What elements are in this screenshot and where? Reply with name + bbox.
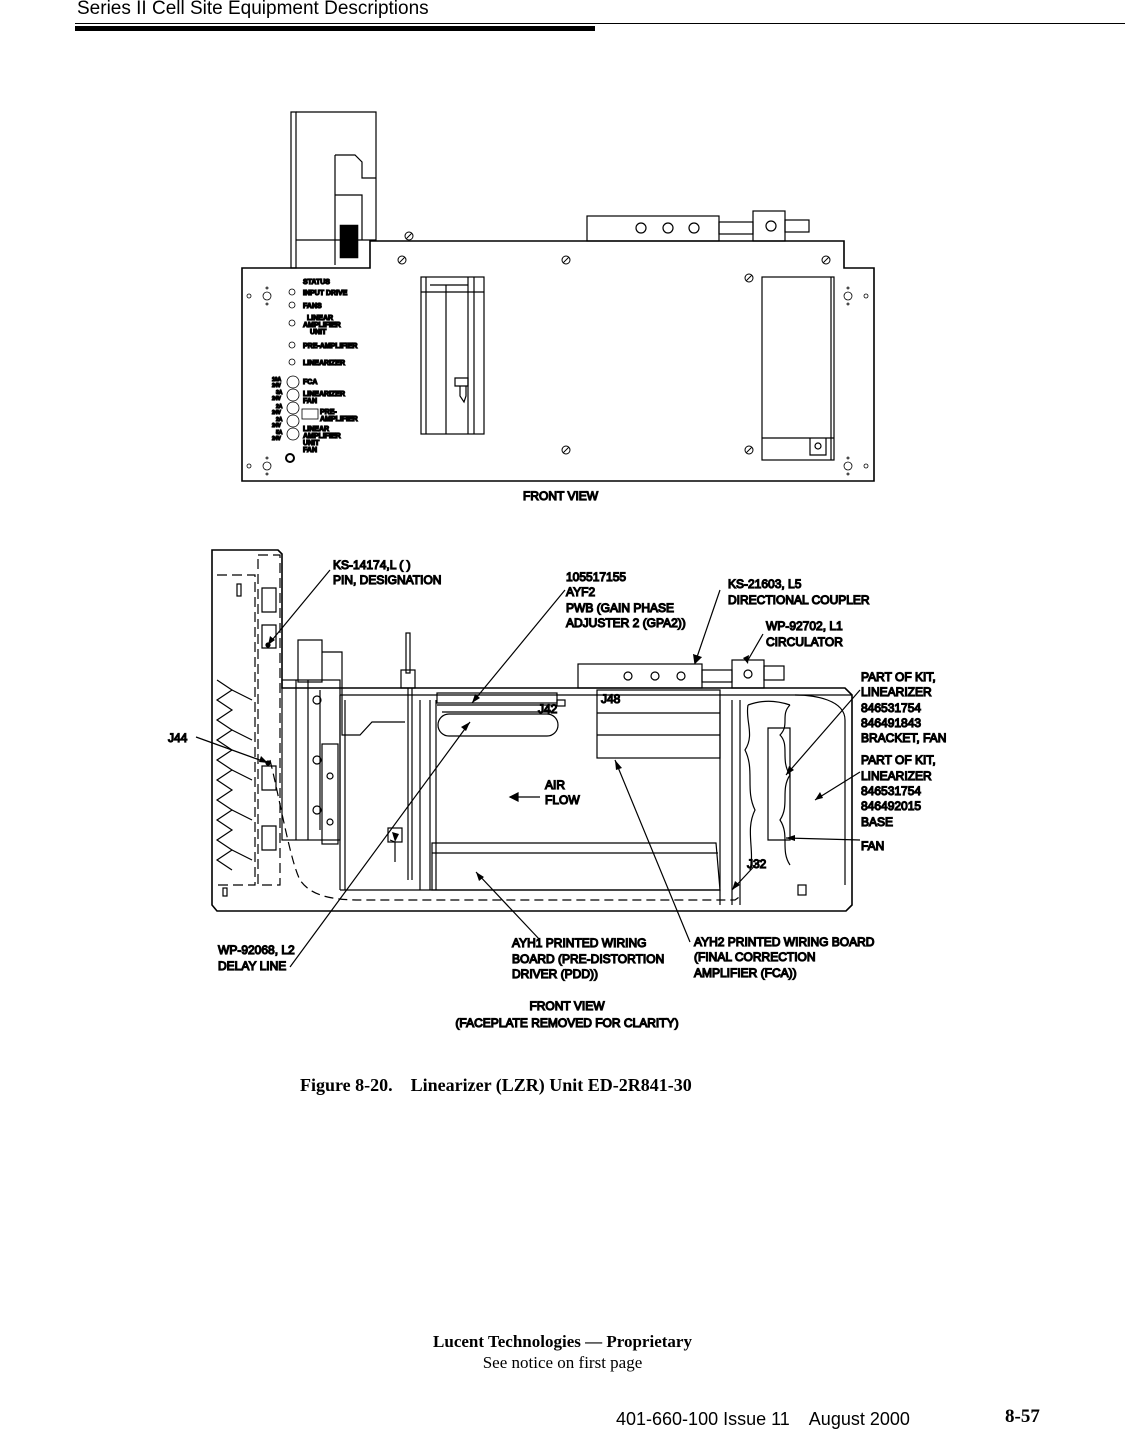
callout-ayh2-3: AMPLIFIER (FCA)) <box>694 966 797 980</box>
callout-kit2-4: 846492015 <box>861 799 922 813</box>
callout-ayh1-2: BOARD (PRE-DISTORTION <box>512 952 665 966</box>
callout-delay-2: DELAY LINE <box>218 959 287 973</box>
fuse-label: LINEAR <box>303 426 330 433</box>
callout-pwb-1: 105517155 <box>566 570 627 584</box>
callout-ks14174-1: KS-14174,L ( ) <box>333 558 411 572</box>
led-label: LINEARIZER <box>303 360 345 367</box>
led-label: AMPLIFIER <box>303 322 341 329</box>
fuse-label: AMPLIFIER <box>320 416 358 423</box>
connector-j44: J44 <box>168 731 188 745</box>
connector-j32: J32 <box>747 857 767 871</box>
fuse-rating: 5A <box>276 430 283 436</box>
callout-ayh1-3: DRIVER (PDD)) <box>512 967 598 981</box>
fuse-label: FAN <box>303 398 317 405</box>
callout-circulator-2: CIRCULATOR <box>766 635 843 649</box>
callout-kit2-1: PART OF KIT, <box>861 753 936 767</box>
connector-j42: J42 <box>538 702 558 716</box>
page-number: 8-57 <box>1005 1406 1040 1427</box>
callout-ks14174-2: PIN, DESIGNATION <box>333 573 442 587</box>
callout-kit1-4: 846491843 <box>861 716 922 730</box>
fuse-rating: 2A <box>276 417 283 423</box>
led-label: PRE-AMPLIFIER <box>303 343 358 350</box>
top-view-label: FRONT VIEW <box>523 489 599 503</box>
callout-fan: FAN <box>861 839 885 853</box>
fuse-rating: 3A <box>276 390 283 396</box>
callout-circulator-1: WP-92702, L1 <box>766 619 843 633</box>
fuse-rating: 24V <box>272 436 281 442</box>
callout-kit2-2: LINEARIZER <box>861 769 932 783</box>
fuse-label: LINEARIZER <box>303 391 345 398</box>
callout-pwb-4: ADJUSTER 2 (GPA2)) <box>566 616 686 630</box>
callout-pwb-2: AYF2 <box>566 585 596 599</box>
air-flow-label-1: AIR <box>545 778 566 792</box>
fuse-rating: 24V <box>272 423 281 429</box>
status-title: STATUS <box>303 279 330 286</box>
led-label: LINEAR <box>307 315 334 322</box>
callout-coupler-1: KS-21603, L5 <box>728 577 802 591</box>
callout-ayh1-1: AYH1 PRINTED WIRING <box>512 936 647 950</box>
fuse-rating: 2A <box>276 404 283 410</box>
led-label: UNIT <box>310 329 327 336</box>
callout-kit1-2: LINEARIZER <box>861 685 932 699</box>
bottom-front-view <box>196 550 860 967</box>
fuse-label: FAN <box>303 447 317 454</box>
led-label: FANS <box>303 303 322 310</box>
fuse-rating: 10A <box>272 377 282 383</box>
callout-kit1-1: PART OF KIT, <box>861 670 936 684</box>
footer-company: Lucent Technologies — Proprietary <box>433 1332 692 1351</box>
footer-notice: See notice on first page <box>482 1353 643 1372</box>
callout-kit1-3: 846531754 <box>861 701 922 715</box>
fuse-rating: 24V <box>272 410 281 416</box>
fuse-label: FCA <box>303 379 318 386</box>
footer-doc-id: 401-660-100 Issue 11 August 2000 <box>616 1409 910 1429</box>
callout-kit1-5: BRACKET, FAN <box>861 731 947 745</box>
fuse-label: UNIT <box>303 440 320 447</box>
air-flow-label-2: FLOW <box>545 793 580 807</box>
callout-delay-1: WP-92068, L2 <box>218 943 295 957</box>
fuse-label: AMPLIFIER <box>303 433 341 440</box>
figure-caption: Figure 8-20. Linearizer (LZR) Unit ED-2R841-30 <box>300 1075 692 1095</box>
callout-pwb-3: PWB (GAIN PHASE <box>566 601 675 615</box>
bottom-view-label-2: (FACEPLATE REMOVED FOR CLARITY) <box>455 1016 679 1030</box>
callout-kit2-3: 846531754 <box>861 784 922 798</box>
fuse-label: PRE- <box>320 409 337 416</box>
callout-kit2-5: BASE <box>861 815 894 829</box>
fuse-rating: 24V <box>272 396 281 402</box>
connector-j48: J48 <box>601 692 621 706</box>
callout-ayh2-1: AYH2 PRINTED WIRING BOARD <box>694 935 875 949</box>
callout-coupler-2: DIRECTIONAL COUPLER <box>728 593 870 607</box>
led-label: INPUT DRIVE <box>303 290 348 297</box>
callout-ayh2-2: (FINAL CORRECTION <box>694 950 816 964</box>
running-header: Series II Cell Site Equipment Descriptions <box>77 0 429 19</box>
bottom-view-label-1: FRONT VIEW <box>529 999 605 1013</box>
fuse-rating: 24V <box>272 383 281 389</box>
